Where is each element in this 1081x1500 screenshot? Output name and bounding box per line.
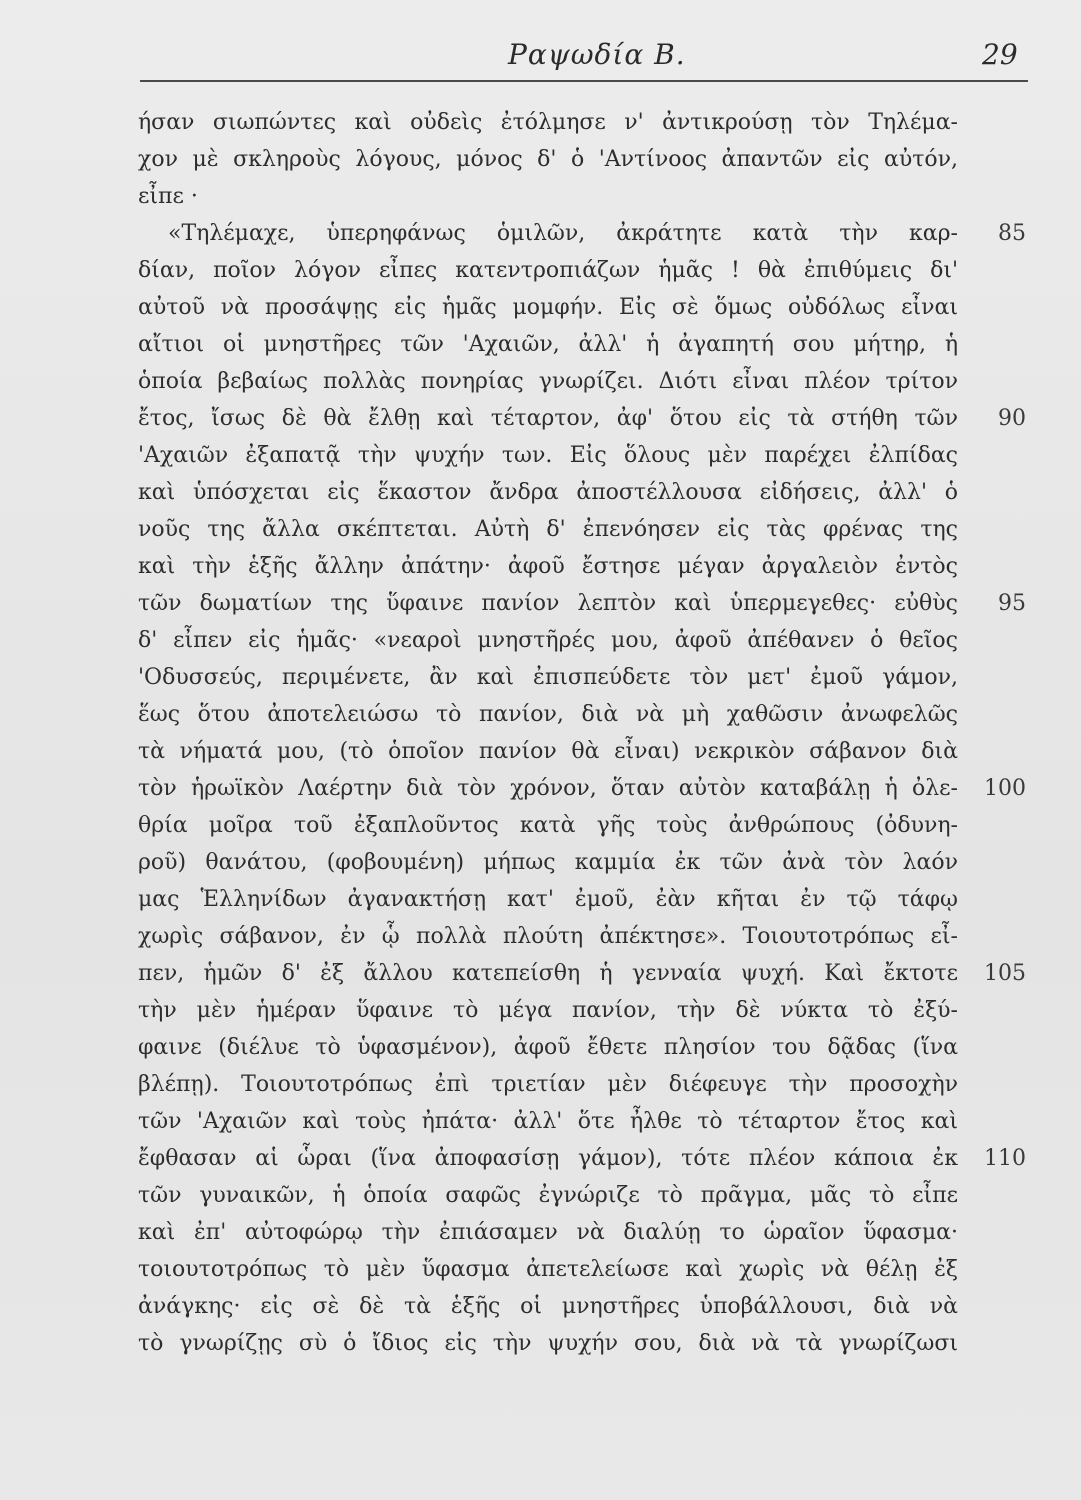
text-line: νοῦς της ἄλλα σκέπτεται. Αὐτὴ δ' ἐπενόησεν εἰς τὰς φρένας της xyxy=(138,517,958,542)
line-number: 85 xyxy=(998,221,1026,246)
line-number: 90 xyxy=(998,406,1026,431)
line-number: 110 xyxy=(984,1146,1026,1171)
text-line: ήσαν σιωπώντες καὶ οὐδεὶς ἐτόλμησε ν' ἀντικρούσῃ τὸν Τηλέμα- xyxy=(138,110,958,135)
text-line: «Τηλέμαχε, ὑπερηφάνως ὁμιλῶν, ἀκράτητε κατὰ τὴν καρ- xyxy=(168,221,958,246)
text-line: δίαν, ποῖον λόγον εἶπες κατεντροπιάζων ἡμᾶς ! θὰ ἐπιθύμεις δι' xyxy=(138,258,958,283)
text-line: τὴν μὲν ἡμέραν ὕφαινε τὸ μέγα πανίον, τὴν δὲ νύκτα τὸ ἐξύ- xyxy=(138,998,958,1023)
text-line: τὸ γνωρίζῃς σὺ ὁ ἴδιος εἰς τὴν ψυχήν σου, διὰ νὰ τὰ γνωρίζωσι xyxy=(138,1331,958,1356)
text-line: εἶπε · xyxy=(138,184,198,209)
text-line: φαινε (διέλυε τὸ ὑφασμένον), ἀφοῦ ἔθετε πλησίον του δᾷδας (ἵνα xyxy=(138,1035,958,1060)
text-line: τοιουτοτρόπως τὸ μὲν ὕφασμα ἀπετελείωσε καὶ χωρὶς νὰ θέλῃ ἐξ xyxy=(138,1257,958,1282)
text-line: τὸν ἡρωϊκὸν Λαέρτην διὰ τὸν χρόνον, ὅταν αὐτὸν καταβάλῃ ἡ ὀλε- xyxy=(138,776,958,801)
line-number: 95 xyxy=(998,591,1026,616)
text-line: 'Οδυσσεύς, περιμένετε, ἂν καὶ ἐπισπεύδετε τὸν μετ' ἐμοῦ γάμον, xyxy=(138,665,958,690)
text-line: 'Αχαιῶν ἐξαπατᾷ τὴν ψυχήν των. Εἰς ὅλους μὲν παρέχει ἐλπίδας xyxy=(138,443,958,468)
text-line: καὶ τὴν ἑξῆς ἄλλην ἀπάτην· ἀφοῦ ἔστησε μέγαν ἀργαλειὸν ἐντὸς xyxy=(138,554,958,579)
text-line: τῶν δωματίων της ὕφαινε πανίον λεπτὸν καὶ ὑπερμεγεθες· εὐθὺς xyxy=(138,591,958,616)
text-line: αἴτιοι οἱ μνηστῆρες τῶν 'Αχαιῶν, ἀλλ' ἡ ἀγαπητή σου μήτηρ, ἡ xyxy=(138,332,958,357)
text-line: ἔτος, ἴσως δὲ θὰ ἔλθῃ καὶ τέταρτον, ἀφ' ὅτου εἰς τὰ στήθη τῶν xyxy=(138,406,958,431)
text-line: τῶν 'Αχαιῶν καὶ τοὺς ἠπάτα· ἀλλ' ὅτε ἦλθε τὸ τέταρτον ἔτος καὶ xyxy=(138,1109,958,1134)
text-line: χωρὶς σάβανον, ἐν ᾧ πολλὰ πλούτη ἀπέκτησε». Τοιουτοτρόπως εἶ- xyxy=(138,924,958,949)
running-head-title: Ραψωδία Β. xyxy=(508,38,686,71)
text-line: ὁποία βεβαίως πολλὰς πονηρίας γνωρίζει. Διότι εἶναι πλέον τρίτον xyxy=(138,369,958,394)
text-line: ἀνάγκης· εἰς σὲ δὲ τὰ ἑξῆς οἱ μνηστῆρες ὑποβάλλουσι, διὰ νὰ xyxy=(138,1294,958,1319)
text-line: τῶν γυναικῶν, ἡ ὁποία σαφῶς ἐγνώριζε τὸ πρᾶγμα, μᾶς τὸ εἶπε xyxy=(138,1183,958,1208)
text-line: ροῦ) θανάτου, (φοβουμένη) μήπως καμμία ἐκ τῶν ἀνὰ τὸν λαόν xyxy=(138,850,958,875)
text-line: τὰ νήματά μου, (τὸ ὁποῖον πανίον θὰ εἶναι) νεκρικὸν σάβανον διὰ xyxy=(138,739,958,764)
page-number: 29 xyxy=(982,38,1018,71)
text-line: καὶ ὑπόσχεται εἰς ἕκαστον ἄνδρα ἀποστέλλουσα εἰδήσεις, ἀλλ' ὁ xyxy=(138,480,958,505)
text-line: ἕως ὅτου ἀποτελειώσω τὸ πανίον, διὰ νὰ μὴ χαθῶσιν ἀνωφελῶς xyxy=(138,702,958,727)
text-line: μας Ἑλληνίδων ἀγανακτήσῃ κατ' ἐμοῦ, ἐὰν κῆται ἐν τῷ τάφῳ xyxy=(138,887,958,912)
text-line: θρία μοῖρα τοῦ ἐξαπλοῦντος κατὰ γῆς τοὺς ἀνθρώπους (ὀδυνη- xyxy=(138,813,958,838)
line-number: 100 xyxy=(984,776,1026,801)
text-line: πεν, ἡμῶν δ' ἐξ ἄλλου κατεπείσθη ἡ γενναία ψυχή. Καὶ ἔκτοτε xyxy=(138,961,958,986)
text-line: καὶ ἐπ' αὐτοφώρῳ τὴν ἐπιάσαμεν νὰ διαλύῃ το ὡραῖον ὕφασμα· xyxy=(138,1220,958,1245)
text-line: αὐτοῦ νὰ προσάψῃς εἰς ἡμᾶς μομφήν. Εἰς σὲ ὅμως οὐδόλως εἶναι xyxy=(138,295,958,320)
header-rule xyxy=(140,80,1028,82)
text-line: ἔφθασαν αἱ ὧραι (ἵνα ἀποφασίσῃ γάμον), τότε πλέον κάποια ἐκ xyxy=(138,1146,958,1171)
line-number: 105 xyxy=(984,961,1026,986)
text-line: βλέπῃ). Τοιουτοτρόπως ἐπὶ τριετίαν μὲν διέφευγε τὴν προσοχὴν xyxy=(138,1072,958,1097)
text-line: χον μὲ σκληροὺς λόγους, μόνος δ' ὁ 'Αντίνοος ἀπαντῶν εἰς αὐτόν, xyxy=(138,147,958,172)
text-line: δ' εἶπεν εἰς ἡμᾶς· «νεαροὶ μνηστῆρές μου, ἀφοῦ ἀπέθανεν ὁ θεῖος xyxy=(138,628,958,653)
text-line xyxy=(138,1363,958,1399)
